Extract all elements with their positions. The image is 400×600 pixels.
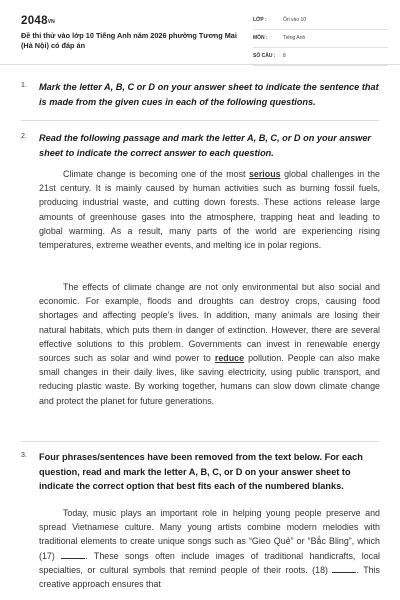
passage-paragraph: The effects of climate change are not only environmental but also social and economic. For example, floods and droughts can destroy crops, causing food shortages and affecting people’s lives. In addition, many animals are losing their natural habitats, which puts them in danger of extinction. However, there are several effective solutions to this problem. Governments can invest in renewable energy sources such as solar and wind power to reduce pollution. People can also make small changes in their daily lives, like saving electricity, using public transport, and reducing plastic waste. By working together, humans can slow down climate change and protect the planet for future generations. <box>39 282 380 406</box>
meta-row-subject <box>253 32 388 48</box>
question-number: 3. <box>21 452 27 459</box>
exam-meta <box>253 14 388 68</box>
passage-paragraph: Today, music plays an important role in helping young people preserve and spread Vietnamese culture. Many young artists combine modern melodies with traditional elements to create unique songs such as “Gieo Quẻ” or “Bắc Bling”, which (17) . These songs often include images of traditional handicrafts, local specialties, or cultural symbols that remind people of their roots. (18) . This creative approach ensures that <box>39 508 381 590</box>
site-logo[interactable]: 2048VN <box>21 15 55 27</box>
highlighted-word: reduce <box>214 353 245 364</box>
meta-label: SỐ CÂU : <box>253 53 276 59</box>
question-instruction: Read the following passage and mark the letter A, B, C, or D on your answer sheet to indicate the correct answer to each question. <box>39 133 372 158</box>
meta-label: LỚP : <box>253 17 267 23</box>
answer-blank-17[interactable] <box>61 550 85 559</box>
meta-value: Tiếng Anh <box>283 35 306 41</box>
question-number: 1. <box>21 82 27 89</box>
meta-value: Ôn vào 10 <box>283 17 307 23</box>
meta-row-count <box>253 50 388 66</box>
question-instruction: Mark the letter A, B, C or D on your answer sheet to indicate the sentence that is made from the given cues in each of the following questions. <box>39 82 379 107</box>
page-header <box>0 0 400 65</box>
question-instruction: Four phrases/sentences have been removed from the text below. For each question, read and mark the letter A, B, C, or D on your answer sheet to indicate the correct option that best fits each of the numbered blanks. <box>39 452 363 491</box>
question-divider <box>21 441 379 442</box>
passage-paragraph: Climate change is becoming one of the most serious global challenges in the 21st century. It is mainly caused by human activities such as burning fossil fuels, producing industrial waste, and cutting down forests. These actions release large amounts of greenhouse gases into the atmosphere, trapping heat and leading to global warming. As a result, many parts of the world are experiencing rising temperatures, extreme weather events, and melting ice in polar regions. <box>39 169 380 251</box>
question-number: 2. <box>21 133 27 140</box>
meta-row-class <box>253 14 388 30</box>
highlighted-word: serious <box>248 169 281 179</box>
meta-value: 8 <box>283 53 286 59</box>
document-title: Đề thi thử vào lớp 10 Tiếng Anh năm 2026 phường Tương Mai (Hà Nội) có đáp án <box>21 31 237 50</box>
question-divider <box>21 120 379 121</box>
answer-blank-18[interactable] <box>332 564 356 573</box>
meta-label: MÔN : <box>253 35 268 41</box>
